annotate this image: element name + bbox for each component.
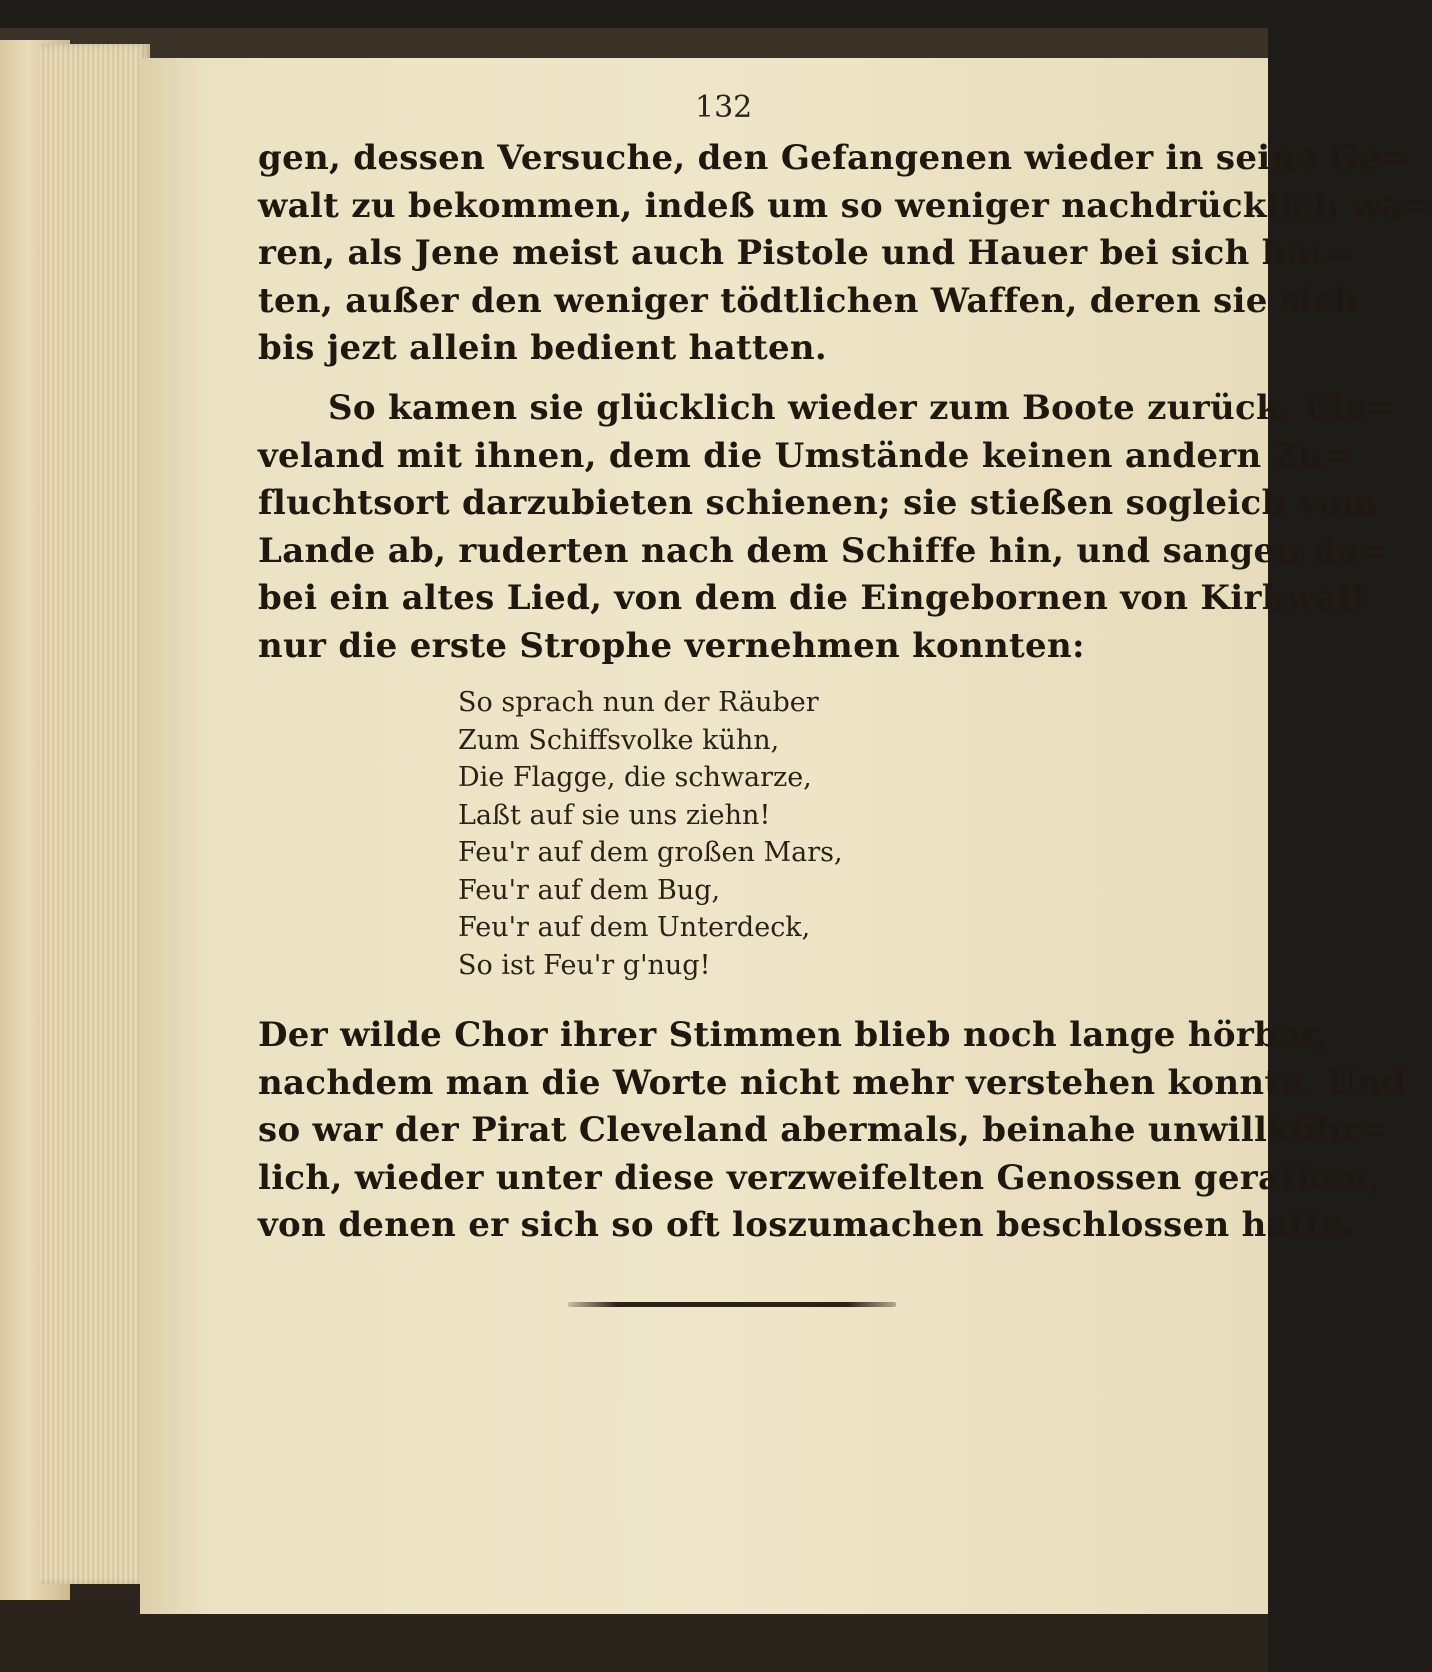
verse-line: Laßt auf sie uns ziehn!: [458, 799, 771, 831]
text-line: veland mit ihnen, dem die Umstände keinen andern Zu=: [258, 435, 1353, 476]
text-line: nachdem man die Worte nicht mehr verstehen konnte. Und: [258, 1062, 1406, 1103]
verse-line: Zum Schiffsvolke kühn,: [458, 724, 780, 756]
verse-line: Feu'r auf dem Unterdeck,: [458, 912, 811, 943]
page-number: 132: [695, 90, 753, 125]
text-line: so war der Pirat Cleveland abermals, beinahe unwillkühr=: [258, 1110, 1389, 1150]
paragraph-3: [258, 1012, 1406, 1250]
text-line: lich, wieder unter diese verzweifelten Genossen gerathen,: [258, 1157, 1381, 1198]
text-line: bis jezt allein bedient hatten.: [258, 328, 828, 368]
text-line: Der wilde Chor ihrer Stimmen blieb noch lange hörbar,: [258, 1015, 1329, 1055]
text-line: bei ein altes Lied, von dem die Eingebornen von Kirkwall: [258, 578, 1364, 618]
verse-line: Die Flagge, die schwarze,: [458, 762, 812, 793]
text-line: nur die erste Strophe vernehmen konnten:: [258, 625, 1085, 666]
text-line: Lande ab, ruderten nach dem Schiffe hin, und sangen da=: [258, 530, 1388, 571]
text-line: So kamen sie glücklich wieder zum Boote zurück, Cle=: [328, 388, 1396, 428]
section-end-rule: [568, 1302, 896, 1307]
verse-line: Feu'r auf dem großen Mars,: [458, 837, 843, 868]
text-line: gen, dessen Versuche, den Gefangenen wieder in seine Ge=: [258, 138, 1410, 178]
text-line: ren, als Jene meist auch Pistole und Hauer bei sich hat=: [258, 233, 1354, 273]
verse-line: So ist Feu'r g'nug!: [458, 949, 711, 981]
text-line: von denen er sich so oft loszumachen beschlossen hatte.: [258, 1205, 1356, 1245]
page-stack: [40, 44, 150, 1584]
verse-line: So sprach nun der Räuber: [458, 687, 819, 718]
paragraph-2: [258, 385, 1396, 670]
text-line: walt zu bekommen, indeß um so weniger nachdrücklich wa=: [258, 185, 1432, 226]
paragraph-1: [258, 135, 1432, 373]
verse-line: Feu'r auf dem Bug,: [458, 874, 721, 906]
song-verse: [458, 684, 843, 984]
text-line: fluchtsort darzubieten schienen; sie stießen sogleich vom: [258, 483, 1378, 523]
text-line: ten, außer den weniger tödtlichen Waffen, deren sie sich: [258, 280, 1359, 321]
